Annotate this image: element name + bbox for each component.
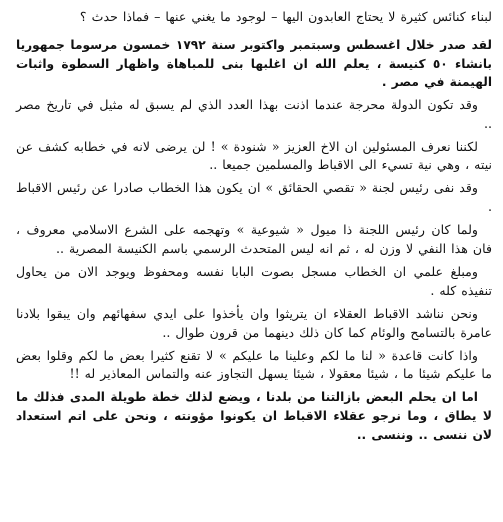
document-page [16,8,492,448]
paragraph-8: ونحن نناشد الاقباط العقلاء ان يتريثوا وان يأخذوا على ايدي سفهائهم وان يبقوا بلادنا عامرة بالتسامح والوئام كما كان ذلك دينهما من قرون طوال .. [16,305,492,340]
paragraph-1: لبناء كنائس كثيرة لا يحتاج العابدون اليها – لوجود ما يغني عنها – فماذا حدث ؟ [79,9,492,24]
paragraph-6: ولما كان رئيس اللجنة ذا ميول « شيوعية » وتهجمه على الشرع الاسلامي معروف ، فان هذا النفي لا وزن له ، ثم انه ليس المتحدث الرسمي باسم الكنيسة المصرية .. [16,222,492,257]
paragraph-2: لقد صدر خلال اغسطس وسبتمبر واكتوبر سنة ١٧٩٢ خمسون مرسوما جمهوريا بانشاء ٥٠ كنيسة ، يعلم الله ان اغلبها بنى للمباهاة واظهار السطوة واثبات الهيمنة في مصر . [16,37,492,90]
paragraph-9: واذا كانت قاعدة « لنا ما لكم وعلينا ما عليكم » لا تقنع كثيرا بعض ما لكم وقلوا بعض ما عليكم شيئا ما ، شيئا معقولا ، شيئا يسهل التجاوز عنه والتماس المعاذير له !! [16,347,492,382]
paragraph-3: وقد تكون الدولة محرجة عندما اذنت بهذا العدد الذي لم يسبق له مثيل في تاريخ مصر .. [16,96,492,131]
paragraph-10: اما ان يحلم البعض بازالتنا من بلدنا ، ويضع لذلك خطة طويلة المدى فذلك ما لا يطاق ، وما نرجو عقلاء الاقباط ان يكونوا مؤونته ، ونحن على اتم استعداد لان ننسى .. وننسى .. [16,390,492,442]
paragraph-7: ومبلغ علمي ان الخطاب مسجل بصوت البابا نفسه ومحفوظ ويوجد الان من يحاول تنفيذه كله . [16,263,492,298]
paragraph-4: لكننا نعرف المسئولين ان الاخ العزيز « شنودة » ! لن يرضى لانه في خطابه كشف عن نيته ، وهي نية تسيء الى الاقباط والمسلمين جميعا .. [16,138,492,173]
paragraph-5: وقد نفى رئيس لجنة « تقصي الحقائق » ان يكون هذا الخطاب صادرا عن رئيس الاقباط . [16,180,492,215]
